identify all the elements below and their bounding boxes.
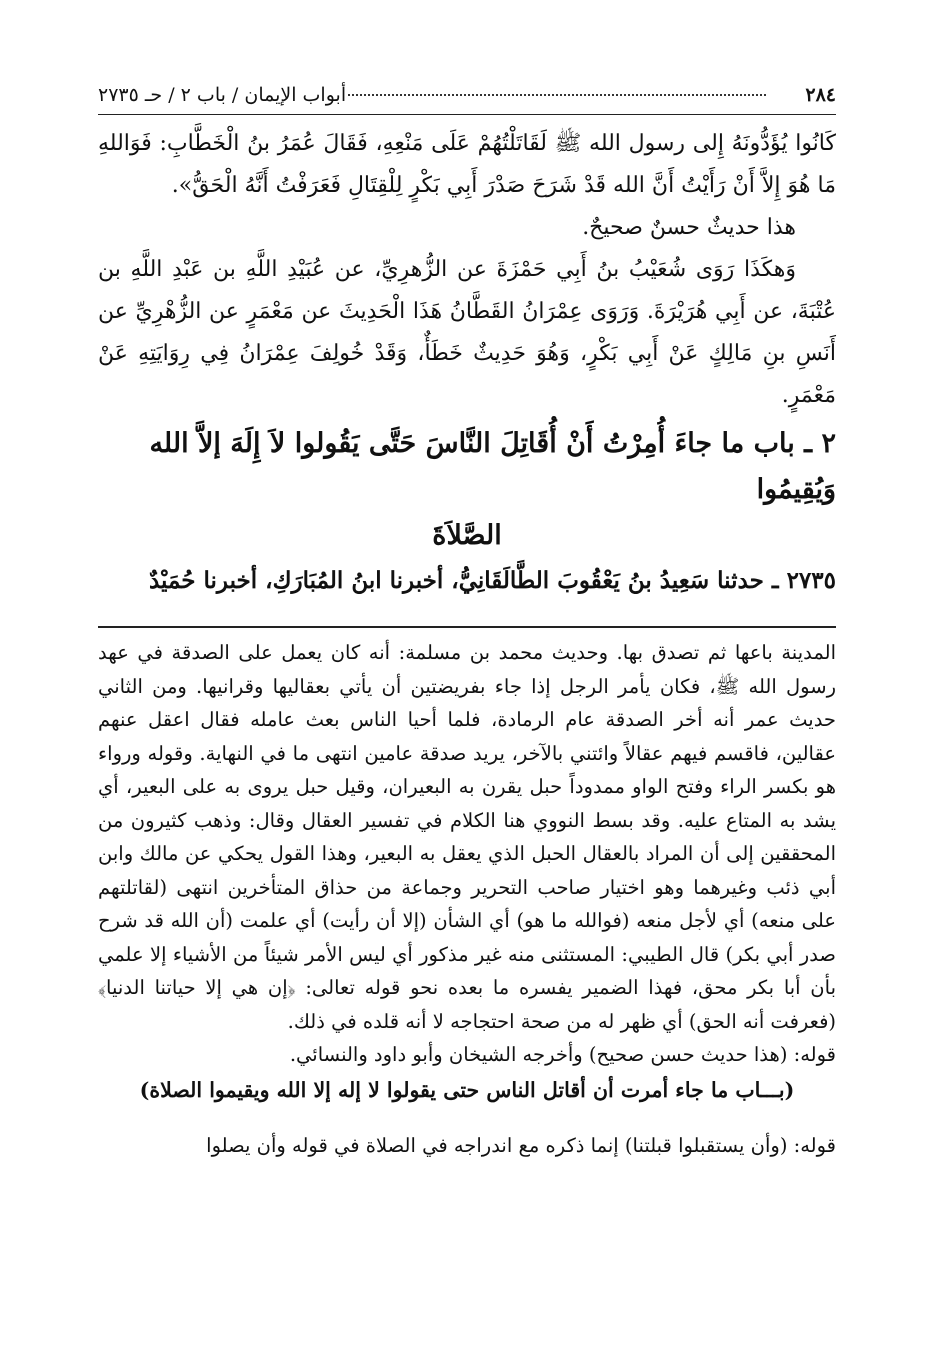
commentary-chapter-heading: (بـــاب ما جاء أمرت أن أقاتل الناس حتى يقولوا لا إله إلا الله ويقيموا الصلاة) — [139, 1077, 795, 1102]
hadith-2735-start: ٢٧٣٥ ـ حدثنا سَعِيدُ بنُ يَعْقُوبَ الطَّالَقَانِيُّ، أخبرنا ابنُ المُبَارَكِ، أخبرنا حُمَيْدٌ — [148, 567, 836, 594]
narration-paragraph: وَهكَذَا رَوَى شُعَيْبُ بنُ أَبِي حَمْزَةَ عن الزُّهرِيِّ، عن عُبَيْدِ اللَّهِ بن عَبْدِ اللَّهِ بن عُتْبَةَ، عن أَبِي هُرَيْرَةَ. وَرَوَى عِمْرَانُ القَطَّانُ هَذَا الْحَدِيثَ عن مَعْمَرٍ عن الزُّهْرِيِّ عن أَنَسِ بنِ مَالِكٍ عَنْ أَبِي بَكْرٍ، وَهُوَ حَدِيثٌ خَطَأٌ، وَقَدْ خُولِفَ عِمْرَانُ فِي رِوَايَتِهِ عَنْ مَعْمَرٍ. — [98, 257, 836, 408]
running-title: أبواب الإيمان / باب ٢ / حـ ٢٧٣٥ — [98, 84, 347, 106]
grading-statement: هذا حديثٌ حسنٌ صحيحٌ. — [582, 215, 796, 240]
book-page — [98, 80, 836, 1184]
commentary-paragraph-3: قوله: (وأن يستقبلوا قبلتنا) إنما ذكره مع اندراجه في الصلاة في قوله وأن يصلوا — [206, 1134, 836, 1157]
commentary-paragraph-2: قوله: (هذا حديث حسن صحيح) وأخرجه الشيخان وأبو داود والنسائي. — [289, 1043, 836, 1066]
page-header — [98, 80, 836, 115]
commentary-continuation — [98, 1128, 836, 1164]
commentary-section — [98, 636, 836, 1072]
chapter-heading — [98, 421, 836, 559]
commentary-paragraph-1: المدينة باعها ثم تصدق بها. وحديث محمد بن مسلمة: أنه كان يعمل على الصدقة في عهد رسول الله ﷺ، فكان يأمر الرجل إذا جاء بفريضتين أن يأتي بعقاليها وقرانيها. ومن الثاني حديث عمر أنه أخر الصدقة عام الرمادة، فلما أحيا الناس بعث عامله فقال اعقل عنهم عقالين، فاقسم فيهم عقالاً وائتني بالآخر، يريد صدقة عامين انتهى ما في النهاية. وقوله ورواء هو بكسر الراء وفتح الواو ممدوداً حبل يقرن به البعيران، وقيل حبل يروى به على البعير، أي يشد به المتاع عليه. وقد بسط النووي هنا الكلام في تفسير العقال وقال: وذهب كثيرون من المحققين إلى أن المراد بالعقال الحبل الذي يعقل به البعير، وهذا القول يحكي عن مالك وابن أبي ذئب وغيرهما وهو اختيار صاحب التحرير وجماعة من حذاق المتأخرين انتهى (لقاتلتهم على منعه) أي لأجل منعه (فوالله ما هو) أي الشأن (إلا أن رأيت) أي علمت (أن الله قد شرح صدر أبي بكر) قال الطيبي: المستثنى منه غير مذكور أي ليس الأمر شيئاً من الأشياء إلا علمي بأن أبا بكر محق، فهذا الضمير يفسره ما بعده نحو قوله تعالى: ﴿إن هي إلا حياتنا الدنيا﴾ (فعرفت أنه الحق) أي ظهر له من صحة احتجاجه لا أنه قلده في ذلك. — [98, 641, 836, 1033]
footnote-divider — [98, 626, 836, 628]
page-number: ٢٨٤ — [805, 84, 836, 106]
chapter-heading-line2: الصَّلاَةَ — [432, 520, 502, 551]
main-text — [98, 123, 836, 417]
chapter-heading-line1: ٢ ـ باب ما جاءَ أُمِرْتُ أَنْ أُقَاتِلَ النَّاسَ حَتَّى يَقُولوا لاَ إِلَهَ إلاَّ الله وَيُقِيمُوا — [149, 428, 836, 505]
hadith-text-end: كَانُوا يُؤَدُّونَهُ إِلى رسول الله ﷺ لَقَاتَلْتُهُمْ عَلَى مَنْعِهِ، فَقَالَ عُمَرُ بنُ الْخَطَّابِ: فَوَاللهِ مَا هُوَ إِلاَّ أَنْ رَأَيْتُ أَنَّ الله قَدْ شَرَحَ صَدْرَ أَبِي بَكْرٍ لِلْقِتَالِ فَعَرَفْتُ أَنَّهُ الْحَقُّ». — [98, 131, 836, 198]
dotted-leader — [348, 94, 766, 96]
